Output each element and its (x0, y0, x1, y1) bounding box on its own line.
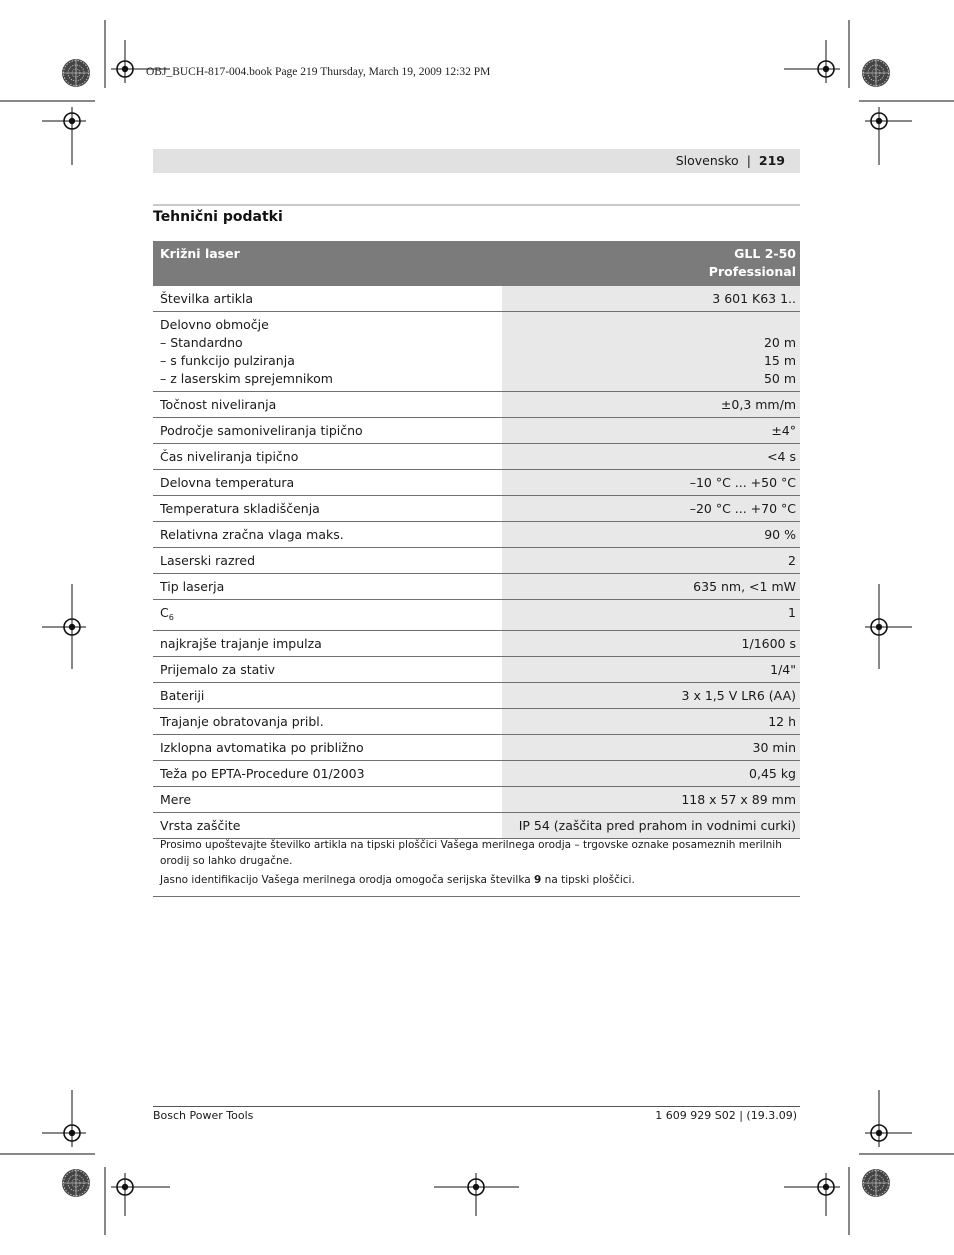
row-label-symbol: C (160, 605, 169, 620)
row-label: Področje samoniveliranja tipično (153, 418, 502, 444)
page-header (153, 149, 800, 173)
row-value: 12 h (502, 709, 800, 735)
row-label-main: Delovno območje (160, 317, 269, 332)
row-value: 90 % (502, 522, 800, 548)
table-row (153, 574, 800, 600)
table-row (153, 657, 800, 683)
row-label: Laserski razred (153, 548, 502, 574)
row-label: Delovna temperatura (153, 470, 502, 496)
page-header-text (676, 153, 785, 168)
row-value: 1 (502, 600, 800, 631)
row-sublabel: – s funkcijo pulziranja (160, 353, 295, 368)
row-subvalue: 15 m (763, 353, 796, 368)
table-row (153, 470, 800, 496)
table-row (153, 735, 800, 761)
row-label: Relativna zračna vlaga maks. (153, 522, 502, 548)
row-value: 1/1600 s (502, 631, 800, 657)
section-rule (153, 204, 800, 206)
table-row (153, 312, 800, 392)
print-info-line: OBJ_BUCH-817-004.book Page 219 Thursday, March 19, 2009 12:32 PM (146, 66, 491, 78)
row-label (153, 312, 502, 392)
row-value: 118 x 57 x 89 mm (502, 787, 800, 813)
table-row (153, 286, 800, 312)
row-sublabel: – Standardno (160, 335, 243, 350)
row-value: 30 min (502, 735, 800, 761)
note-serial-number (160, 872, 796, 888)
note-text: na tipski ploščici. (541, 874, 635, 886)
row-label: Temperatura skladiščenja (153, 496, 502, 522)
table-row (153, 444, 800, 470)
row-value: IP 54 (zaščita pred prahom in vodnimi curki) (502, 813, 800, 839)
note-text: Jasno identifikacijo Vašega merilnega orodja omogoča serijska številka (160, 874, 535, 886)
row-label: Številka artikla (153, 286, 502, 312)
table-header-model (502, 241, 800, 286)
row-sublabel: – z laserskim sprejemnikom (160, 371, 333, 386)
row-label: Teža po EPTA-Procedure 01/2003 (153, 761, 502, 787)
row-label: Trajanje obratovanja pribl. (153, 709, 502, 735)
row-value: 1/4" (502, 657, 800, 683)
page-number: 219 (758, 153, 785, 168)
row-label (153, 600, 502, 631)
row-value: –20 °C ... +70 °C (502, 496, 800, 522)
row-label: Mere (153, 787, 502, 813)
row-label: Tip laserja (153, 574, 502, 600)
specifications-table (153, 241, 800, 839)
row-value: –10 °C ... +50 °C (502, 470, 800, 496)
table-header-product: Križni laser (153, 241, 502, 286)
footer-doc-number: 1 609 929 S02 | (19.3.09) (655, 1109, 797, 1122)
row-value: 635 nm, <1 mW (502, 574, 800, 600)
header-language: Slovensko (675, 153, 739, 168)
row-value: 3 x 1,5 V LR6 (AA) (502, 683, 800, 709)
table-row (153, 761, 800, 787)
table-row (153, 787, 800, 813)
row-value: <4 s (502, 444, 800, 470)
table-row (153, 418, 800, 444)
model-line: Professional (708, 264, 796, 279)
table-row (153, 631, 800, 657)
row-label: Prijemalo za stativ (153, 657, 502, 683)
row-label: Čas niveliranja tipično (153, 444, 502, 470)
table-header-row (153, 241, 800, 286)
model-name: GLL 2-50 (734, 246, 796, 261)
row-value: ±0,3 mm/m (502, 392, 800, 418)
table-row (153, 392, 800, 418)
table-row (153, 709, 800, 735)
note-article-number: Prosimo upoštevajte številko artikla na tipski ploščici Vašega merilnega orodja – trgovske oznake posameznih merilnih orodij so lahko drugačne. (160, 839, 782, 867)
row-label-subscript: 6 (168, 613, 174, 622)
table-row (153, 683, 800, 709)
table-row (153, 600, 800, 631)
row-value: 3 601 K63 1.. (502, 286, 800, 312)
row-label: Bateriji (153, 683, 502, 709)
footer-rule (153, 1106, 800, 1107)
table-row (153, 496, 800, 522)
table-notes (153, 833, 800, 897)
row-subvalue: 50 m (763, 371, 796, 386)
note-bold-ref: 9 (534, 874, 542, 886)
row-value (502, 312, 800, 392)
section-title: Tehnični podatki (153, 209, 283, 225)
row-value: 2 (502, 548, 800, 574)
row-label: najkrajše trajanje impulza (153, 631, 502, 657)
table-row (153, 548, 800, 574)
row-label: Točnost niveliranja (153, 392, 502, 418)
row-label: Izklopna avtomatika po približno (153, 735, 502, 761)
row-value: ±4° (502, 418, 800, 444)
row-subvalue: 20 m (763, 335, 796, 350)
row-value: 0,45 kg (502, 761, 800, 787)
header-separator: | (746, 153, 751, 168)
table-row (153, 522, 800, 548)
row-label: Vrsta zaščite (153, 813, 502, 839)
footer-brand: Bosch Power Tools (153, 1109, 254, 1122)
